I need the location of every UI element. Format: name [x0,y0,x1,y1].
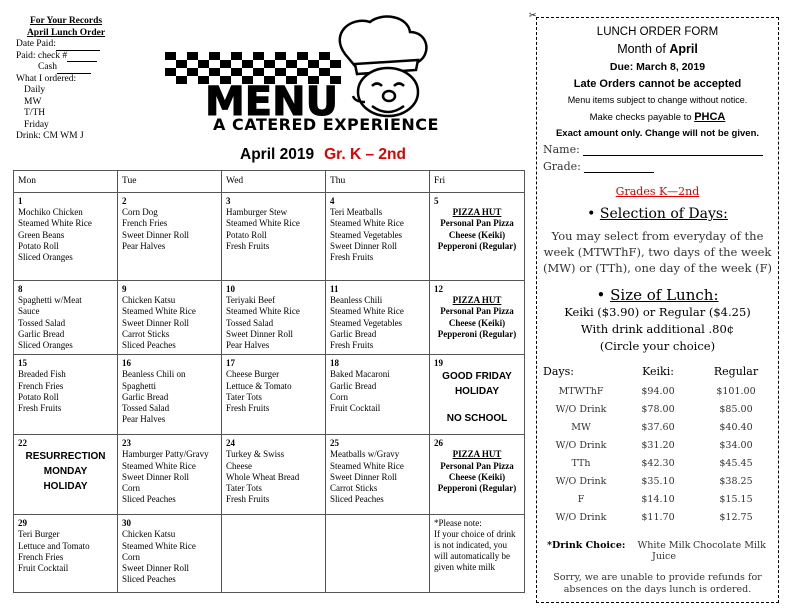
pizza-line: Personal Pan Pizza [440,218,514,229]
day-number: 22 [18,438,27,449]
note-line: *Please note: [434,518,482,529]
calendar-day-cell [326,281,430,355]
day-number: 3 [226,196,231,206]
order-month-prefix: Month of [617,42,670,56]
calendar-day-cell [14,355,118,435]
menu-item: Cheese Burger [226,369,280,380]
menu-item: Beanless Chili on [122,369,186,380]
menu-item: Whole Wheat Bread [226,471,300,482]
menu-item: French Fries [18,380,64,391]
price-regular[interactable]: $38.25 [719,475,753,487]
cash-label: Cash [38,62,57,72]
price-keiki[interactable]: $37.60 [641,421,675,433]
calendar-day-cell [430,435,525,515]
drink-options: Drink: CM WM J [16,131,84,141]
day-number: 15 [18,358,27,369]
day-number: 5 [434,196,439,206]
menu-item: Sliced Peaches [122,340,176,351]
refund-notice: Sorry, we are unable to provide refunds for absences on the days lunch is ordered. [553,572,762,595]
menu-item: Carrot Sticks [122,328,170,339]
record-option: T/TH [24,108,46,118]
price-keiki[interactable]: $35.10 [641,475,675,487]
pizza-line: Pepperoni (Regular) [437,240,517,251]
day-number: 2 [122,196,127,206]
price-days: F [577,493,585,505]
menu-item: Teri Burger [18,529,60,540]
date-paid-label: Date Paid: [16,39,56,49]
menu-item: Meatballs w/Gravy [330,449,400,460]
pizza-line: Cheese (Keiki) [448,471,506,482]
holiday-line: GOOD FRIDAY [442,371,512,383]
price-days: MTWThF [558,385,604,397]
price-days: TTh [571,457,591,469]
order-form-title: LUNCH ORDER FORM [596,26,719,38]
day-number: 19 [434,358,443,369]
calendar-day-cell [326,355,430,435]
menu-item: Tossed Salad [18,317,66,328]
pizza-line: Pepperoni (Regular) [437,328,517,339]
menu-item: Steamed White Rice [226,218,300,229]
price-keiki[interactable]: $94.00 [641,385,675,397]
month-title [240,146,406,164]
pizza-hut-block [434,449,520,494]
menu-item: Sweet Dinner Roll [330,240,397,251]
subject-change-notice: Menu items subject to change without notice. [567,95,748,105]
menu-item: Tossed Salad [226,317,274,328]
grade-field[interactable] [537,160,778,173]
day-number: 12 [434,284,443,294]
header-fri: Fri [430,171,525,193]
menu-item: Fresh Fruits [226,494,270,505]
calendar-day-cell [14,193,118,281]
calendar-day-cell [118,281,222,355]
price-row [543,418,775,436]
cash-line [57,65,91,74]
calendar-day-cell [222,193,326,281]
menu-item: Steamed Vegetables [330,317,403,328]
size-line-1: Keiki ($3.90) or Regular ($4.25) [564,305,751,319]
menu-item: Fresh Fruits [18,403,62,414]
day-number: 29 [18,518,27,529]
menu-item: Sweet Dinner Roll [122,471,189,482]
menu-item: Fresh Fruits [330,252,374,263]
header-thu: Thu [326,171,430,193]
menu-item: Steamed White Rice [330,306,404,317]
price-days: W/O Drink [555,439,607,451]
day-number: 16 [122,358,131,369]
day-number: 18 [330,358,339,369]
calendar-week-row [14,281,525,355]
calendar-day-cell [430,515,525,593]
calendar-header-row [14,171,525,193]
price-regular[interactable]: $101.00 [716,385,756,397]
price-keiki[interactable]: $78.00 [641,403,675,415]
menu-item: Steamed White Rice [122,460,196,471]
menu-item: Spaghetti [122,380,156,391]
paid-check-label: Paid: check # [16,50,68,61]
menu-item: Sliced Oranges [18,340,73,351]
pizza-line: Cheese (Keiki) [448,229,506,240]
grade-label: Grade: [543,160,581,173]
due-date: Due: March 8, 2019 [609,61,706,73]
menu-item: Chicken Katsu [122,295,176,306]
order-month-value: April [669,42,698,56]
selection-title-text: Selection of Days: [599,206,728,222]
price-days: W/O Drink [555,475,607,487]
day-number: 30 [122,518,131,529]
calendar-day-cell [222,355,326,435]
menu-item: Tater Tots [226,483,262,494]
calendar-day-cell [14,281,118,355]
size-title-text: Size of Lunch: [610,286,719,304]
pizza-hut-block [434,295,520,340]
calendar-week-row [14,515,525,593]
size-line-2: With drink additional .80¢ [580,322,735,336]
pizza-line: Pepperoni (Regular) [437,483,517,494]
day-number: 26 [434,438,443,449]
menu-item: Beanless Chili [330,295,383,306]
menu-item: Potato Roll [18,391,59,402]
menu-item: Sliced Peaches [122,494,176,505]
record-option: MW [24,96,42,107]
day-number: 11 [330,284,339,294]
menu-item: Corn [330,391,348,402]
menu-item: Steamed White Rice [18,218,92,229]
menu-item: Sweet Dinner Roll [122,317,189,328]
checks-prefix: Make checks payable to [589,112,695,123]
exact-amount-notice: Exact amount only. Change will not be given. [555,128,760,139]
price-regular[interactable]: $45.45 [719,457,753,469]
size-line-3: (Circle your choice) [599,339,716,353]
calendar-day-cell [14,515,118,593]
pizza-hut-heading: PIZZA HUT [452,207,502,218]
menu-item: Sweet Dinner Roll [330,471,397,482]
header-tue: Tue [118,171,222,193]
menu-item: French Fries [122,218,168,229]
calendar-day-cell [118,435,222,515]
menu-item: Fruit Cocktail [330,403,381,414]
menu-item: Fresh Fruits [226,403,270,414]
name-label: Name: [543,143,580,156]
day-number: 4 [330,196,335,206]
good-friday-holiday [434,369,520,426]
pizza-line: Personal Pan Pizza [440,460,514,471]
scissors-icon: ✂ [529,10,537,20]
menu-item: Steamed Vegetables [330,229,403,240]
calendar-day-cell [326,193,430,281]
calendar-day-cell [222,435,326,515]
order-month [537,42,778,56]
menu-item: Pear Halves [122,414,166,425]
price-keiki[interactable]: $31.20 [641,439,675,451]
day-number: 24 [226,438,235,449]
pizza-line: Cheese (Keiki) [448,317,506,328]
menu-item: Steamed White Rice [330,460,404,471]
menu-item: Steamed White Rice [226,306,300,317]
menu-item: Potato Roll [18,240,59,251]
drink-choice-label: *Drink Choice: [547,540,626,551]
menu-item: Cheese [226,460,252,471]
price-row [543,490,775,508]
holiday-line: NO SCHOOL [446,413,508,425]
price-keiki[interactable]: $42.30 [641,457,675,469]
price-regular[interactable]: $12.75 [719,511,753,523]
menu-item: Hamburger Stew [226,207,288,218]
menu-item: Sliced Oranges [18,252,73,263]
menu-item: Mochiko Chicken [18,207,83,218]
name-field[interactable] [537,143,778,156]
menu-item: Breaded Fish [18,369,66,380]
day-number: 1 [18,196,23,206]
check-number-line [67,53,97,62]
menu-item: Sweet Dinner Roll [122,563,189,574]
menu-item: Steamed White Rice [330,218,404,229]
menu-item: Turkey & Swiss [226,449,285,460]
menu-item: Corn [122,483,140,494]
what-ordered-label: What I ordered: [16,73,77,84]
menu-item: Sweet Dinner Roll [226,328,293,339]
calendar-week-row [14,355,525,435]
late-notice: Late Orders cannot be accepted [573,78,742,90]
menu-item: Spaghetti w/Meat [18,295,82,306]
pizza-hut-heading: PIZZA HUT [452,449,502,460]
menu-item: Tossed Salad [122,403,170,414]
menu-item: Fresh Fruits [330,340,374,351]
day-number: 23 [122,438,131,449]
price-row [543,472,775,490]
price-days: MW [571,421,591,433]
calendar-week-row [14,193,525,281]
price-header-regular: Regular [713,365,759,378]
menu-item: Chicken Katsu [122,529,176,540]
grade-line[interactable] [584,163,654,173]
records-box [16,16,116,143]
menu-item: French Fries [18,551,64,562]
records-subtitle: April Lunch Order [26,27,106,38]
calendar-day-cell [118,193,222,281]
record-option: Daily [24,85,46,95]
menu-item: Sliced Peaches [330,494,384,505]
menu-item: Tater Tots [226,391,262,402]
calendar-day-cell [222,281,326,355]
grades-heading: Grades K—2nd [615,185,700,198]
price-header-days: Days: [543,365,574,378]
checks-payee: PHCA [694,111,726,123]
note-line: If your choice of drink [434,529,516,540]
menu-logo-text: MENU [205,79,339,125]
calendar-day-cell [118,355,222,435]
menu-item: Lettuce & Tomato [226,380,292,391]
size-title: • Size of Lunch: [596,286,719,304]
menu-item: Pear Halves [226,340,270,351]
record-option: Friday [24,119,49,130]
drink-choice [537,540,778,562]
menu-item: Green Beans [18,229,65,240]
calendar-day-cell [222,515,326,593]
price-header-row [543,365,775,382]
menu-item: Fruit Cocktail [18,563,69,574]
calendar-day-cell [14,435,118,515]
day-number: 17 [226,358,235,369]
calendar-day-cell [430,355,525,435]
price-row [543,382,775,400]
grade-range: Gr. K – 2nd [324,146,406,163]
lunch-order-form [536,17,779,603]
holiday-line: HOLIDAY [43,481,88,493]
calendar-day-cell [118,515,222,593]
month-year: April 2019 [240,146,315,163]
records-title: For Your Records [29,16,103,26]
resurrection-monday-holiday [18,449,113,494]
price-row [543,436,775,454]
menu-item: Garlic Bread [330,380,377,391]
menu-item: Baked Macaroni [330,369,390,380]
menu-item: Hamburger Patty/Gravy [122,449,209,460]
menu-item: Steamed White Rice [122,540,196,551]
calendar-day-cell [430,193,525,281]
drink-option-white-milk-juice[interactable]: White Milk Juice [637,540,691,562]
price-days: W/O Drink [555,511,607,523]
price-header-keiki: Keiki: [642,365,674,378]
checks-payable [537,111,778,123]
holiday-line: HOLIDAY [454,386,500,398]
drink-note [434,518,520,573]
menu-item: Steamed White Rice [122,306,196,317]
calendar-week-row [14,435,525,515]
price-keiki[interactable]: $14.10 [641,493,675,505]
pizza-hut-block [434,207,520,252]
menu-item: Garlic Bread [122,391,169,402]
menu-item: Garlic Bread [18,328,65,339]
note-line: will automatically be [434,551,510,562]
price-regular[interactable]: $85.00 [719,403,753,415]
menu-item: Lettuce and Tomato [18,540,90,551]
menu-item: Corn Dog [122,207,158,218]
menu-item: Corn [122,551,140,562]
note-line: given white milk [434,562,495,573]
menu-item: Teri Meatballs [330,207,383,218]
menu-item: Sweet Dinner Roll [122,229,189,240]
menu-calendar [13,170,525,593]
calendar-day-cell [326,515,430,593]
holiday-line: RESURRECTION [25,451,106,463]
menu-item: Sauce [18,306,40,317]
menu-item: Sliced Peaches [122,574,176,585]
price-table [543,365,775,526]
menu-item: Fresh Fruits [226,240,270,251]
day-number: 8 [18,284,23,294]
price-regular[interactable]: $34.00 [719,439,753,451]
note-line: is not indicated, you [434,540,507,551]
day-number: 25 [330,438,339,449]
pizza-hut-heading: PIZZA HUT [452,295,502,306]
price-regular[interactable]: $40.40 [719,421,753,433]
menu-item: Garlic Bread [330,328,377,339]
menu-item: Carrot Sticks [330,483,378,494]
day-number: 9 [122,284,127,294]
date-paid-line [56,42,100,51]
header-mon: Mon [14,171,118,193]
price-row [543,508,775,526]
calendar-day-cell [430,281,525,355]
name-line[interactable] [583,146,763,156]
header-wed: Wed [222,171,326,193]
tagline: A CATERED EXPERIENCE [213,115,439,134]
price-keiki[interactable]: $11.70 [641,511,675,523]
selection-title: • Selection of Days: [587,206,728,222]
drink-option-chocolate-milk[interactable]: Chocolate Milk [693,540,766,551]
menu-item: Potato Roll [226,229,267,240]
pizza-line: Personal Pan Pizza [440,306,514,317]
holiday-line: MONDAY [43,466,88,478]
menu-item: Pear Halves [122,240,166,251]
price-row [543,400,775,418]
price-row [543,454,775,472]
price-days: W/O Drink [555,403,607,415]
price-regular[interactable]: $15.15 [719,493,753,505]
day-number: 10 [226,284,235,294]
menu-item: Teriyaki Beef [226,295,276,306]
selection-description: You may select from everyday of the week (MTWThF), two days of the week (MW) or (TTh), one day of the week (F) [542,229,773,275]
calendar-day-cell [326,435,430,515]
